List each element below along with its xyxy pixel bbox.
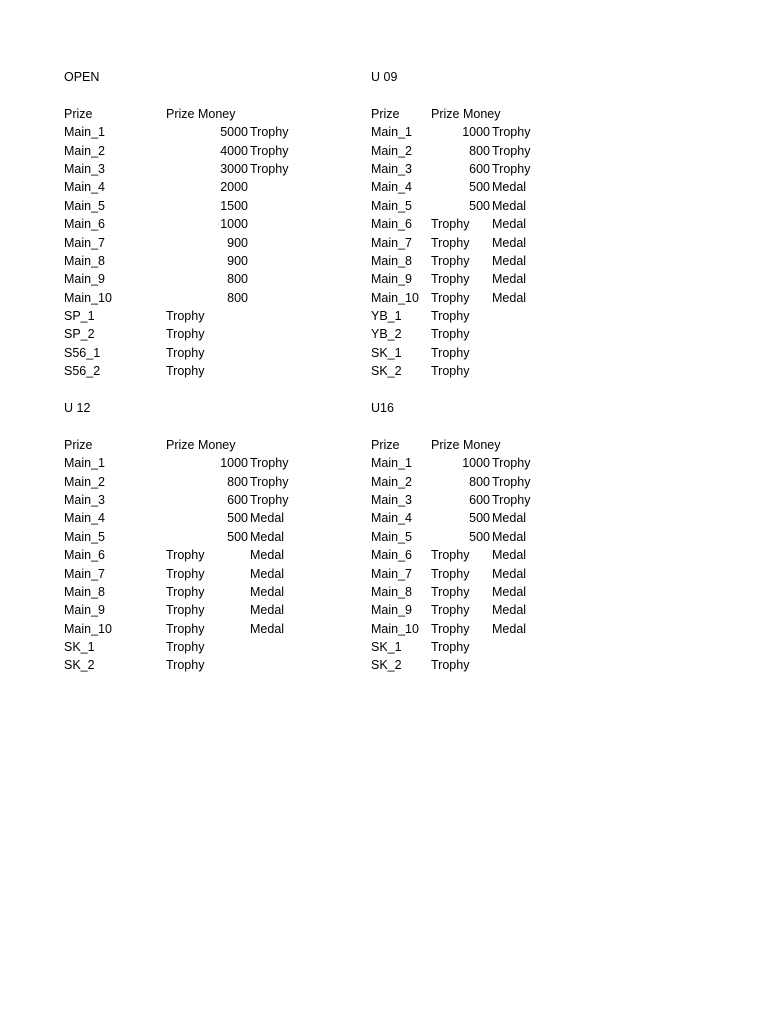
prize-name: SK_1	[371, 640, 402, 655]
prize-header: Prize	[371, 106, 400, 121]
prize-text: Trophy	[431, 640, 470, 655]
prize-text: Trophy	[166, 566, 205, 581]
u12-prize-table	[64, 399, 289, 675]
prize-name: Main_5	[64, 198, 105, 213]
prize-name: Main_1	[64, 125, 105, 140]
award: Medal	[492, 621, 527, 636]
table-header	[64, 105, 236, 123]
award: Medal	[492, 584, 527, 599]
prize-money-header: Prize Money	[166, 106, 236, 121]
prize-text: Trophy	[431, 290, 470, 305]
prize-money-header: Prize Money	[431, 106, 501, 121]
prize-name: Main_2	[64, 143, 105, 158]
award: Trophy	[492, 456, 531, 471]
prize-money: 2000	[220, 180, 248, 195]
prize-money: 600	[227, 492, 248, 507]
table-row	[371, 583, 527, 601]
prize-text: Trophy	[166, 309, 205, 324]
u09-prize-table	[371, 68, 531, 381]
prize-name: S56_1	[64, 345, 101, 360]
prize-name: SK_1	[64, 640, 95, 655]
prize-name: Main_8	[371, 253, 412, 268]
prize-name: SP_1	[64, 309, 95, 324]
prize-name: Main_3	[64, 492, 105, 507]
prize-money: 900	[227, 235, 248, 250]
award: Trophy	[250, 474, 289, 489]
prize-money: 3000	[220, 161, 248, 176]
prize-name: SK_1	[371, 345, 402, 360]
prize-name: Main_6	[64, 548, 105, 563]
prize-text: Trophy	[431, 658, 470, 673]
award: Trophy	[492, 143, 531, 158]
table-row	[64, 142, 289, 160]
table-row	[64, 215, 248, 233]
table-row	[371, 325, 470, 343]
prize-text: Trophy	[431, 566, 470, 581]
table-row	[371, 601, 527, 619]
table-row	[64, 325, 205, 343]
table-row	[64, 565, 285, 583]
award: Medal	[492, 180, 527, 195]
table-row	[64, 252, 248, 270]
award: Trophy	[492, 161, 531, 176]
prize-text: Trophy	[431, 253, 470, 268]
table-row	[64, 473, 289, 491]
prize-text: Trophy	[166, 621, 205, 636]
prize-money: 5000	[220, 125, 248, 140]
prize-header: Prize	[64, 437, 93, 452]
prize-name: Main_7	[64, 566, 105, 581]
table-row	[371, 197, 527, 215]
prize-name: Main_4	[64, 511, 105, 526]
prize-text: Trophy	[166, 658, 205, 673]
table-row	[64, 601, 285, 619]
prize-text: Trophy	[431, 235, 470, 250]
prize-name: Main_9	[371, 603, 412, 618]
prize-money: 1000	[462, 125, 490, 140]
prize-name: Main_2	[371, 143, 412, 158]
prize-text: Trophy	[431, 345, 470, 360]
table-row	[64, 454, 289, 472]
award: Trophy	[250, 492, 289, 507]
award: Trophy	[492, 474, 531, 489]
award: Medal	[250, 621, 285, 636]
prize-header: Prize	[64, 106, 93, 121]
table-row	[371, 509, 527, 527]
prize-money: 600	[469, 492, 490, 507]
award: Medal	[250, 529, 285, 544]
prize-name: Main_6	[64, 217, 105, 232]
award: Trophy	[492, 125, 531, 140]
prize-name: Main_1	[371, 456, 412, 471]
table-row	[371, 565, 527, 583]
prize-name: Main_1	[64, 456, 105, 471]
table-row	[371, 215, 527, 233]
prize-money: 800	[469, 474, 490, 489]
prize-text: Trophy	[431, 217, 470, 232]
award: Trophy	[250, 161, 289, 176]
prize-name: Main_7	[371, 235, 412, 250]
prize-name: Main_10	[64, 290, 112, 305]
section-title: U 09	[371, 70, 398, 84]
table-header	[371, 436, 501, 454]
prize-name: SP_2	[64, 327, 95, 342]
table-row	[371, 307, 470, 325]
table-row	[371, 344, 470, 362]
prize-name: Main_5	[371, 529, 412, 544]
prize-text: Trophy	[166, 640, 205, 655]
section-title: U16	[371, 401, 394, 415]
prize-money: 1500	[220, 198, 248, 213]
award: Trophy	[250, 456, 289, 471]
award: Medal	[492, 603, 527, 618]
prize-text: Trophy	[166, 548, 205, 563]
prize-money: 500	[227, 529, 248, 544]
table-row	[64, 160, 289, 178]
table-row	[64, 638, 205, 656]
prize-money: 800	[227, 474, 248, 489]
award: Medal	[492, 253, 527, 268]
prize-name: Main_3	[371, 161, 412, 176]
prize-text: Trophy	[166, 327, 205, 342]
prize-name: Main_10	[371, 290, 419, 305]
prize-header: Prize	[371, 437, 400, 452]
prize-name: SK_2	[64, 658, 95, 673]
prize-money: 500	[469, 180, 490, 195]
prize-text: Trophy	[431, 272, 470, 287]
table-row	[371, 289, 527, 307]
prize-money: 1000	[220, 217, 248, 232]
award: Medal	[492, 272, 527, 287]
table-row	[64, 509, 285, 527]
prize-name: Main_8	[371, 584, 412, 599]
table-row	[371, 546, 527, 564]
prize-money-header: Prize Money	[166, 437, 236, 452]
table-row	[371, 252, 527, 270]
prize-text: Trophy	[166, 603, 205, 618]
award: Medal	[250, 548, 285, 563]
prize-text: Trophy	[431, 327, 470, 342]
table-row	[371, 160, 531, 178]
prize-name: Main_3	[64, 161, 105, 176]
award: Medal	[492, 290, 527, 305]
table-row	[371, 234, 527, 252]
prize-name: Main_2	[64, 474, 105, 489]
table-row	[64, 123, 289, 141]
prize-name: Main_9	[64, 272, 105, 287]
prize-name: YB_1	[371, 309, 402, 324]
table-row	[371, 270, 527, 288]
table-row	[371, 123, 531, 141]
award: Medal	[492, 198, 527, 213]
award: Medal	[492, 217, 527, 232]
award: Medal	[492, 566, 527, 581]
prize-name: SK_2	[371, 364, 402, 379]
prize-text: Trophy	[431, 603, 470, 618]
table-header	[64, 436, 236, 454]
prize-money: 500	[469, 511, 490, 526]
prize-money: 800	[227, 290, 248, 305]
table-row	[64, 234, 248, 252]
award: Medal	[250, 603, 285, 618]
table-row	[371, 142, 531, 160]
prize-name: Main_7	[371, 566, 412, 581]
table-row	[371, 491, 531, 509]
prize-name: Main_8	[64, 584, 105, 599]
prize-name: Main_9	[371, 272, 412, 287]
table-row	[64, 289, 248, 307]
table-row	[371, 620, 527, 638]
prize-name: Main_9	[64, 603, 105, 618]
prize-money-header: Prize Money	[431, 437, 501, 452]
table-row	[371, 656, 470, 674]
table-header	[371, 105, 501, 123]
prize-name: Main_6	[371, 548, 412, 563]
prize-name: Main_3	[371, 492, 412, 507]
table-row	[64, 620, 285, 638]
table-row	[64, 270, 248, 288]
prize-name: Main_5	[64, 529, 105, 544]
table-row	[64, 307, 205, 325]
table-row	[64, 656, 205, 674]
prize-text: Trophy	[166, 364, 205, 379]
award: Trophy	[250, 125, 289, 140]
prize-name: Main_10	[64, 621, 112, 636]
table-row	[371, 362, 470, 380]
award: Trophy	[492, 492, 531, 507]
award: Medal	[492, 235, 527, 250]
prize-money: 1000	[220, 456, 248, 471]
award: Medal	[250, 511, 285, 526]
prize-money: 800	[227, 272, 248, 287]
section-title: OPEN	[64, 70, 100, 84]
prize-text: Trophy	[431, 584, 470, 599]
prize-money: 4000	[220, 143, 248, 158]
award: Medal	[492, 529, 527, 544]
prize-name: Main_4	[371, 180, 412, 195]
prize-name: Main_7	[64, 235, 105, 250]
prize-name: YB_2	[371, 327, 402, 342]
prize-name: SK_2	[371, 658, 402, 673]
award: Medal	[492, 511, 527, 526]
table-row	[371, 454, 531, 472]
prize-name: Main_1	[371, 125, 412, 140]
prize-text: Trophy	[431, 621, 470, 636]
prize-money: 800	[469, 143, 490, 158]
award: Medal	[250, 566, 285, 581]
prize-money: 900	[227, 253, 248, 268]
prize-money: 500	[469, 198, 490, 213]
prize-name: Main_10	[371, 621, 419, 636]
prize-name: Main_4	[64, 180, 105, 195]
table-row	[64, 583, 285, 601]
prize-name: Main_4	[371, 511, 412, 526]
award: Medal	[492, 548, 527, 563]
table-row	[371, 528, 527, 546]
prize-name: S56_2	[64, 364, 101, 379]
prize-text: Trophy	[431, 309, 470, 324]
table-row	[371, 638, 470, 656]
prize-money: 500	[469, 529, 490, 544]
prize-money: 1000	[462, 456, 490, 471]
table-row	[64, 546, 285, 564]
prize-text: Trophy	[431, 364, 470, 379]
table-row	[371, 178, 527, 196]
prize-name: Main_8	[64, 253, 105, 268]
table-row	[64, 178, 248, 196]
prize-name: Main_5	[371, 198, 412, 213]
table-row	[64, 344, 205, 362]
section-title: U 12	[64, 401, 91, 415]
prize-text: Trophy	[431, 548, 470, 563]
table-row	[371, 473, 531, 491]
prize-text: Trophy	[166, 345, 205, 360]
award: Medal	[250, 584, 285, 599]
prize-money: 500	[227, 511, 248, 526]
prize-money: 600	[469, 161, 490, 176]
prize-name: Main_6	[371, 217, 412, 232]
u16-prize-table	[371, 399, 531, 675]
prize-text: Trophy	[166, 584, 205, 599]
table-row	[64, 362, 205, 380]
open-prize-table	[64, 68, 289, 381]
prize-name: Main_2	[371, 474, 412, 489]
table-row	[64, 197, 248, 215]
table-row	[64, 491, 289, 509]
table-row	[64, 528, 285, 546]
award: Trophy	[250, 143, 289, 158]
